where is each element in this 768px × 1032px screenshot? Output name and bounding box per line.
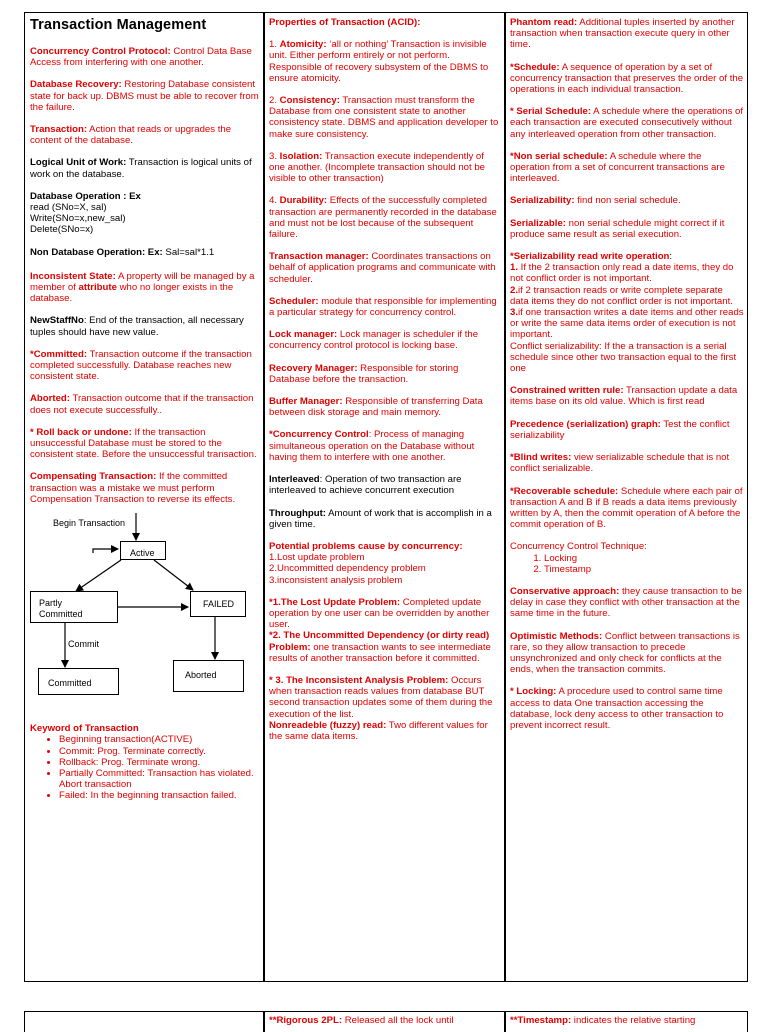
number: 3. xyxy=(269,150,280,162)
term: Inconsistent State: xyxy=(30,270,116,282)
definition: A schedule where the operation from a set of concurrent transactions are interleaved. xyxy=(510,150,725,185)
term: Transaction manager: xyxy=(269,251,369,263)
definition: Responsible for storing Database before the transaction. xyxy=(269,362,459,385)
term: Constrained written rule: xyxy=(510,385,624,397)
definition: Action that reads or upgrades the content of the database. xyxy=(30,124,232,147)
durability-entry xyxy=(269,195,501,240)
number: 1. xyxy=(269,39,280,51)
recovery-entry xyxy=(30,79,259,113)
next-page-fragment xyxy=(24,1011,748,1032)
throughput-entry xyxy=(269,508,501,530)
inconsistent-analysis-entry xyxy=(269,675,501,720)
definition: non serial schedule might correct if it produce same result as serial execution. xyxy=(510,217,725,240)
rule-3 xyxy=(510,307,744,341)
conservative-entry xyxy=(510,586,744,620)
number: 2. xyxy=(510,284,519,296)
definition: if 2 transaction reads or write complete separate data items they do not conflict order is not important. xyxy=(510,284,733,307)
definition: If the committed transaction was a mistake we must perform Compensation Transaction to reverse its effects. xyxy=(30,471,236,505)
code-line: read (SNo=X, sal) xyxy=(30,202,107,214)
term: * 3. The Inconsistent Analysis Problem: xyxy=(269,674,449,686)
definition: find non serial schedule. xyxy=(574,195,681,207)
keyword-heading: Keyword of Transaction xyxy=(30,723,139,735)
state-label: Partly Committed xyxy=(39,598,83,619)
term: Conservative approach: xyxy=(510,585,620,597)
definition: If the 2 transaction only read a date items, they do not conflict order is not important. xyxy=(510,262,734,285)
definition: they cause transaction to be delay in case they conflict with other transaction at the same time in the future. xyxy=(510,585,742,620)
definition: A procedure used to control same time access to data One transaction accessing the database, lock deny access to other transaction to prevent incorrect result. xyxy=(510,686,724,731)
bottom-column-2 xyxy=(265,1012,506,1032)
definition: Amount of work that is accomplish in a given time. xyxy=(269,507,492,530)
aborted-entry xyxy=(30,393,259,415)
definition: Occurs when transaction reads values from database BUT second transaction updates some of them during the execution of the list. xyxy=(269,674,493,720)
term: * Locking: xyxy=(510,686,557,698)
serializability-entry xyxy=(510,195,744,206)
definition: Test the conflict serializability xyxy=(510,418,730,441)
number: 2. xyxy=(269,95,280,107)
term: Durability: xyxy=(279,195,328,207)
state-aborted: Aborted xyxy=(173,660,244,692)
definition: Transaction must transform the Database from one consistent state to another consistency state. DBMS and application developer to make sure consistency. xyxy=(269,95,499,140)
definition: : Process of managing simultaneous operation on the Database without having them to interfere with one another. xyxy=(269,429,475,463)
term: Compensating Transaction: xyxy=(30,471,157,483)
state-committed: Committed xyxy=(38,668,119,695)
definition: if one transaction writes a date items and other reads or write the same data items order of execution is not important. xyxy=(510,307,744,341)
term: Precedence (serialization) graph: xyxy=(510,418,661,430)
consistency-entry xyxy=(269,95,501,140)
term: *Recoverable schedule: xyxy=(510,485,619,497)
nonserial-schedule-entry xyxy=(510,151,744,185)
phantom-entry xyxy=(510,17,744,51)
term: Optimistic Methods: xyxy=(510,630,603,642)
begin-label: Begin Transaction xyxy=(53,518,126,529)
definition: Sal=sal*1.1 xyxy=(162,246,215,258)
cct-entry xyxy=(510,541,744,575)
term: Atomicity: xyxy=(279,39,327,51)
keyword-list xyxy=(30,734,259,801)
definition: A sequence of operation by a set of concurrency transaction that preserves the order of the operations in each individual transaction. xyxy=(510,61,744,96)
serializable-entry xyxy=(510,218,744,240)
term: *Concurrency Control xyxy=(269,429,369,441)
term: * Serial Schedule: xyxy=(510,106,592,118)
list-item: • Failed: In the beginning transaction failed. xyxy=(59,790,259,801)
definition: Transaction is logical units of work on the database. xyxy=(30,157,252,180)
rule-2 xyxy=(510,285,744,307)
term: *Blind writes: xyxy=(510,452,572,464)
definition: Restoring Database consistent state for back up. DBMS must be able to recover from the failure. xyxy=(30,79,259,113)
newstaff-entry xyxy=(30,315,259,337)
committed-entry xyxy=(30,349,259,383)
list-item: • Partially Committed: Transaction has violated. Abort transaction xyxy=(59,768,259,790)
active-to-partly-arrow xyxy=(76,560,121,591)
term: * Roll back or undone: xyxy=(30,426,132,438)
definition: : End of the transaction, all necessary tuples should have new value. xyxy=(30,315,244,338)
self-loop-arrow xyxy=(93,549,118,553)
ccp-entry xyxy=(30,46,259,68)
list-item: • Commit: Prog. Terminate correctly. xyxy=(59,746,259,757)
problems-entry xyxy=(269,541,501,586)
term: Transaction: xyxy=(30,124,88,136)
page-title: Transaction Management xyxy=(30,17,207,33)
term: **Rigorous 2PL: xyxy=(269,1015,343,1026)
definition: Schedule where each pair of transaction A and B if B reads a data items previously written by A, then the commit operation of A before the commit operation of B. xyxy=(510,485,743,531)
term: Non Database Operation: Ex: xyxy=(30,246,163,258)
bottom-column-3 xyxy=(506,1012,747,1032)
constrained-entry xyxy=(510,385,744,407)
keyword-entry xyxy=(30,723,259,801)
state-partly-committed xyxy=(30,591,118,623)
definition: indicates the relative starting xyxy=(571,1015,696,1026)
concurrency-control-entry xyxy=(269,429,501,463)
term: Scheduler: xyxy=(269,295,319,307)
term: Isolation: xyxy=(279,150,323,162)
blind-writes-entry xyxy=(510,452,744,474)
transaction-state-diagram xyxy=(30,511,260,709)
cheat-sheet-page xyxy=(24,12,748,982)
term: Phantom read: xyxy=(510,17,578,28)
term: Throughput: xyxy=(269,507,327,519)
term: NewStaffNo xyxy=(30,315,84,327)
term: *Non serial schedule: xyxy=(510,150,608,162)
term: Logical Unit of Work: xyxy=(30,157,127,169)
list-item: 3.inconsistent analysis problem xyxy=(269,574,403,586)
code-line: Write(SNo=x,new_sal) xyxy=(30,213,126,225)
number: 1. xyxy=(510,262,519,274)
term: Database Recovery: xyxy=(30,79,122,91)
code-line: Delete(SNo=x) xyxy=(30,224,94,236)
term: Aborted: xyxy=(30,393,70,405)
conflict-serializability: Conflict serializability: If the a transaction is a serial schedule since other two transaction equal to the first one xyxy=(510,340,737,375)
definition-bold: attribute xyxy=(78,282,117,294)
serial-schedule-entry xyxy=(510,106,744,140)
transaction-entry xyxy=(30,124,259,146)
lost-update-entry xyxy=(269,597,501,631)
acid-heading xyxy=(269,17,501,28)
precedence-entry xyxy=(510,419,744,441)
definition: Transaction execute independently of one another. (Incomplete transaction should not be visible to other transaction) xyxy=(269,150,486,185)
definition: Completed update operation by one user can be overridden by another user. xyxy=(269,596,490,631)
interleaved-entry xyxy=(269,474,501,496)
recovery-manager-entry xyxy=(269,363,501,385)
definition: Coordinates transactions on behalf of application programs and communicate with scheduler. xyxy=(269,251,496,285)
state-active: Active xyxy=(120,541,166,560)
term: Concurrency Control Protocol: xyxy=(30,46,171,57)
nondb-entry xyxy=(30,247,259,258)
column-2 xyxy=(265,13,506,981)
heading: Potential problems cause by concurrency: xyxy=(269,540,463,552)
list-item: 1. Locking xyxy=(544,553,744,564)
heading: Properties of Transaction (ACID): xyxy=(269,17,421,28)
definition: Transaction outcome that if the transaction does not execute successfully.. xyxy=(30,393,254,416)
compensating-entry xyxy=(30,471,259,505)
definition: who no longer exists in the database. xyxy=(30,282,234,305)
term: **Timestamp: xyxy=(510,1015,572,1026)
list-item: • Rollback: Prog. Terminate wrong. xyxy=(59,757,259,768)
dbop-entry xyxy=(30,191,259,236)
definition: If the transaction unsuccessful Database must be stored to the consistent state. Before the unsuccessful transaction. xyxy=(30,426,257,461)
term: Consistency: xyxy=(279,95,340,107)
lock-manager-entry xyxy=(269,329,501,351)
definition: ‘all or nothing’ Transaction is invisible unit. Either perform entirely or not perform. Responsible of recovery subsystem of the DBMS to ensure atomicity. xyxy=(269,39,489,84)
inconsistent-state-entry xyxy=(30,271,259,305)
heading: Concurrency Control Technique: xyxy=(510,541,647,553)
definition: Effects of the successfully completed transaction are permanently recorded in the database and must not be lost because of the subsequent failure. xyxy=(269,195,497,241)
definition: Two different values for the same data items. xyxy=(269,719,488,742)
definition: Conflict between transactions is rare, so they allow transaction to precede unsynchronized and only check for conflicts at the ends, when the transaction commits. xyxy=(510,630,740,676)
term: *Schedule: xyxy=(510,61,560,73)
definition: A property will be managed by a member of xyxy=(30,270,255,294)
commit-label: Commit xyxy=(68,639,99,650)
recoverable-entry xyxy=(510,486,744,531)
term: *1.The Lost Update Problem: xyxy=(269,596,401,608)
heading: *Serializability read write operation xyxy=(510,251,670,263)
term: *Committed: xyxy=(30,348,88,360)
definition: view serializable schedule that is not conflict serializable. xyxy=(510,452,730,475)
list-item: 1.Lost update problem xyxy=(269,552,365,564)
term: Serializable: xyxy=(510,217,566,229)
term: Database Operation : Ex xyxy=(30,190,141,202)
definition: : Operation of two transaction are interleaved to achieve concurrent execution xyxy=(269,474,462,497)
isolation-entry xyxy=(269,151,501,185)
rollback-entry xyxy=(30,427,259,461)
active-to-failed-arrow xyxy=(154,560,193,590)
colon: : xyxy=(669,251,673,263)
fuzzy-read-entry xyxy=(269,720,501,742)
state-failed: FAILED xyxy=(190,591,246,617)
definition: Control Data Base Access from interfering with one another. xyxy=(30,46,252,69)
luw-entry xyxy=(30,157,259,179)
rule-1 xyxy=(510,262,744,284)
definition: Additional tuples inserted by another transaction when transaction execute query in other time. xyxy=(510,17,735,51)
column-1 xyxy=(25,13,265,981)
rw-operation-entry xyxy=(510,251,744,374)
schedule-entry xyxy=(510,62,744,96)
buffer-manager-entry xyxy=(269,396,501,418)
definition: Transaction update a data items base on its old value. Which is first read xyxy=(510,385,738,408)
definition: Responsible of transferring Data between disk storage and main memory. xyxy=(269,396,483,419)
term: Nonreadeble (fuzzy) read: xyxy=(269,719,387,731)
bottom-column-1 xyxy=(25,1012,265,1032)
list-item: 2. Timestamp xyxy=(544,564,744,575)
list-item: • Beginning transaction(ACTIVE) xyxy=(59,734,259,745)
uncommitted-dependency-entry xyxy=(269,630,501,664)
term: Serializability: xyxy=(510,195,575,207)
atomicity-entry xyxy=(269,39,501,84)
cct-list xyxy=(510,553,744,575)
transaction-manager-entry xyxy=(269,251,501,285)
locking-entry xyxy=(510,686,744,731)
optimistic-entry xyxy=(510,631,744,676)
term: Interleaved xyxy=(269,474,320,486)
term: Buffer Manager: xyxy=(269,396,343,408)
number: 3. xyxy=(510,307,519,319)
term: *2. The Uncommitted Dependency (or dirty read) Problem: xyxy=(269,630,490,653)
term: Recovery Manager: xyxy=(269,362,358,374)
number: 4. xyxy=(269,195,280,207)
definition: one transaction wants to see intermediate results of another transaction before it committed. xyxy=(269,641,491,664)
definition: Lock manager is scheduler if the concurrency control protocol is locking base. xyxy=(269,329,479,352)
scheduler-entry xyxy=(269,296,501,318)
term: Lock manager: xyxy=(269,329,338,341)
definition: module that responsible for implementing a particular strategy for concurrency control. xyxy=(269,295,497,319)
column-3 xyxy=(506,13,747,981)
definition: A schedule where the operations of each transaction are executed consecutively without any interleaved operation from other transaction. xyxy=(510,106,744,140)
definition: Transaction outcome if the transaction completed successfully. Database reaches new consistent state. xyxy=(30,348,252,383)
list-item: 2.Uncommitted dependency problem xyxy=(269,563,426,575)
definition: Released all the lock until xyxy=(342,1015,454,1026)
